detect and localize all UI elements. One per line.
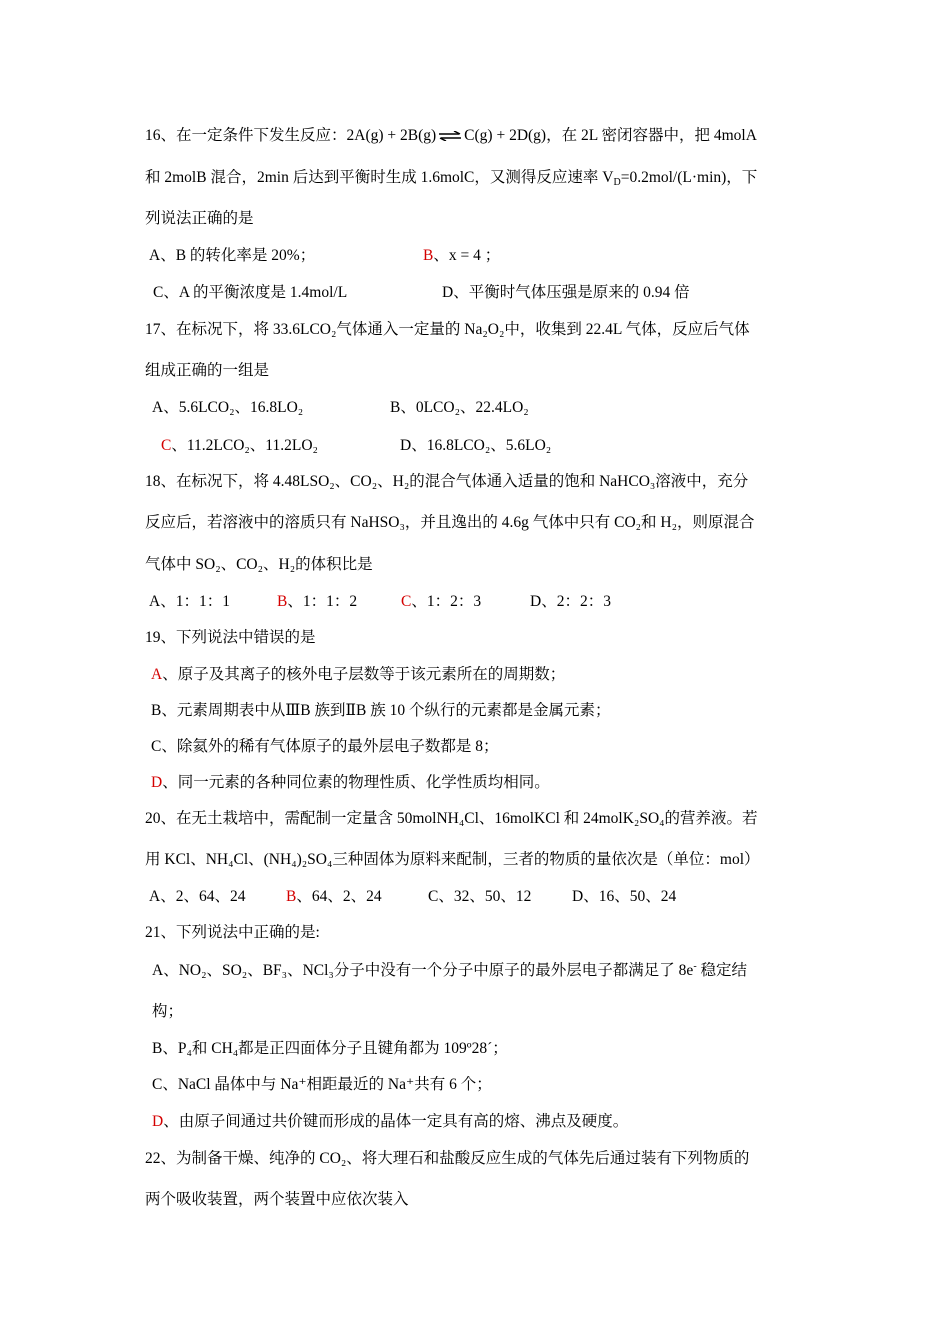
q18-option-a: A、1：1：1 [149, 593, 230, 610]
q19-option-b: B、元素周期表中从ⅢB 族到ⅡB 族 10 个纵行的元素都是金属元素； [151, 702, 611, 719]
q17-line1: 17、在标况下，将 33.6LCO₂气体通入一定量的 Na₂O₂中，收集到 22.4L 气体，反应后气体 [145, 321, 750, 338]
q20-option-a: A、2、64、24 [149, 888, 246, 905]
q21-electron-superscript: - [693, 961, 697, 972]
q20-line1: 20、在无土栽培中，需配制一定量含 50molNH₄Cl、16molKCl 和 24molK₂SO₄的营养液。若 [145, 810, 758, 827]
q22-line2: 两个吸收装置，两个装置中应依次装入 [145, 1191, 409, 1208]
q18-option-c-text: 、1：2：3 [411, 593, 482, 610]
q17-line2: 组成正确的一组是 [145, 362, 270, 379]
q16-line1 [145, 126, 757, 146]
q16-option-b [423, 246, 500, 266]
q16-line3: 列说法正确的是 [145, 210, 254, 227]
q21-option-d-letter: D [152, 1113, 164, 1130]
q19-option-a-letter: A [151, 666, 163, 683]
q18-option-b [277, 592, 357, 612]
q16-option-a: A、B 的转化率是 20%； [149, 247, 316, 264]
q18-line3: 气体中 SO₂、CO₂、H₂的体积比是 [145, 556, 373, 573]
q20-option-b-text: 、64、2、24 [296, 888, 382, 905]
equilibrium-arrow-icon [437, 131, 463, 141]
q19-option-d-text: 、同一元素的各种同位素的物理性质、化学性质均相同。 [162, 774, 550, 791]
q18-option-c-letter: C [401, 593, 412, 610]
q17-option-c-letter: C [161, 437, 172, 454]
q16-line1-part-a: 16、在一定条件下发生反应：2A(g) + 2B(g) [145, 127, 437, 144]
q18-line2: 反应后，若溶液中的溶质只有 NaHSO₃，并且逸出的 4.6g 气体中只有 CO₂和 H₂，则原混合 [145, 514, 755, 531]
q16-line2 [145, 168, 757, 188]
q16-line1-part-b: C(g) + 2D(g)，在 2L 密闭容器中，把 4molA [464, 127, 757, 144]
q21-stem: 21、下列说法中正确的是: [145, 924, 320, 941]
q20-option-b-letter: B [286, 888, 297, 905]
q16-option-d: D、平衡时气体压强是原来的 0.94 倍 [442, 284, 690, 301]
q20-option-b [286, 887, 382, 907]
q21-option-b: B、P₄和 CH₄都是正四面体分子且键角都为 109º28ˊ； [152, 1040, 508, 1057]
q18-option-c [401, 592, 481, 612]
q19-option-a [151, 665, 565, 685]
q17-option-a: A、5.6LCO₂、16.8LO₂ [152, 399, 304, 416]
q19-option-d-letter: D [151, 774, 163, 791]
q16-line2-part-b: =0.2mol/(L·min)，下 [620, 169, 758, 186]
q16-option-c: C、A 的平衡浓度是 1.4mol/L [153, 284, 348, 301]
q18-line1: 18、在标况下，将 4.48LSO₂、CO₂、H₂的混合气体通入适量的饱和 NaHCO₃溶液中，充分 [145, 473, 749, 490]
q21-option-d [152, 1112, 628, 1132]
q19-option-a-text: 、原子及其离子的核外电子层数等于该元素所在的周期数； [162, 666, 566, 683]
q19-option-d [151, 773, 550, 793]
q20-line2: 用 KCl、NH₄Cl、(NH₄)₂SO₄三种固体为原料来配制，三者的物质的量依次是（单位：mol） [145, 851, 760, 868]
q18-option-b-letter: B [277, 593, 288, 610]
q18-option-b-text: 、1：1：2 [287, 593, 358, 610]
q19-stem: 19、下列说法中错误的是 [145, 629, 316, 646]
q17-option-d: D、16.8LCO₂、5.6LO₂ [400, 437, 552, 454]
q22-line1: 22、为制备干燥、纯净的 CO₂、将大理石和盐酸反应生成的气体先后通过装有下列物质的 [145, 1150, 750, 1167]
q21-option-a-continuation: 构； [152, 1003, 184, 1020]
q17-option-c [161, 436, 318, 456]
q21-option-d-text: 、由原子间通过共价键而形成的晶体一定具有高的熔、沸点及硬度。 [163, 1113, 629, 1130]
q21-option-a-text: A、NO₂、SO₂、BF₃、NCl₃分子中没有一个分子中原子的最外层电子都满足了 8e [152, 962, 694, 979]
q16-line2-part-a: 和 2molB 混合，2min 后达到平衡时生成 1.6molC，又测得反应速率 V [145, 169, 614, 186]
q18-option-d: D、2：2：3 [530, 593, 611, 610]
q21-option-a [152, 961, 747, 981]
q16-rate-subscript: D [613, 177, 621, 188]
q17-option-b: B、0LCO₂、22.4LO₂ [390, 399, 529, 416]
q19-option-c: C、除氦外的稀有气体原子的最外层电子数都是 8； [151, 738, 499, 755]
q20-option-c: C、32、50、12 [428, 888, 532, 905]
q21-option-c: C、NaCl 晶体中与 Na⁺相距最近的 Na⁺共有 6 个； [152, 1076, 492, 1093]
q20-option-d: D、16、50、24 [572, 888, 677, 905]
q17-option-c-text: 、11.2LCO₂、11.2LO₂ [171, 437, 318, 454]
q21-option-a-tail: 稳定结 [696, 962, 748, 979]
q16-option-b-letter: B [423, 247, 434, 264]
q16-option-b-text: 、x = 4 ； [433, 247, 501, 264]
